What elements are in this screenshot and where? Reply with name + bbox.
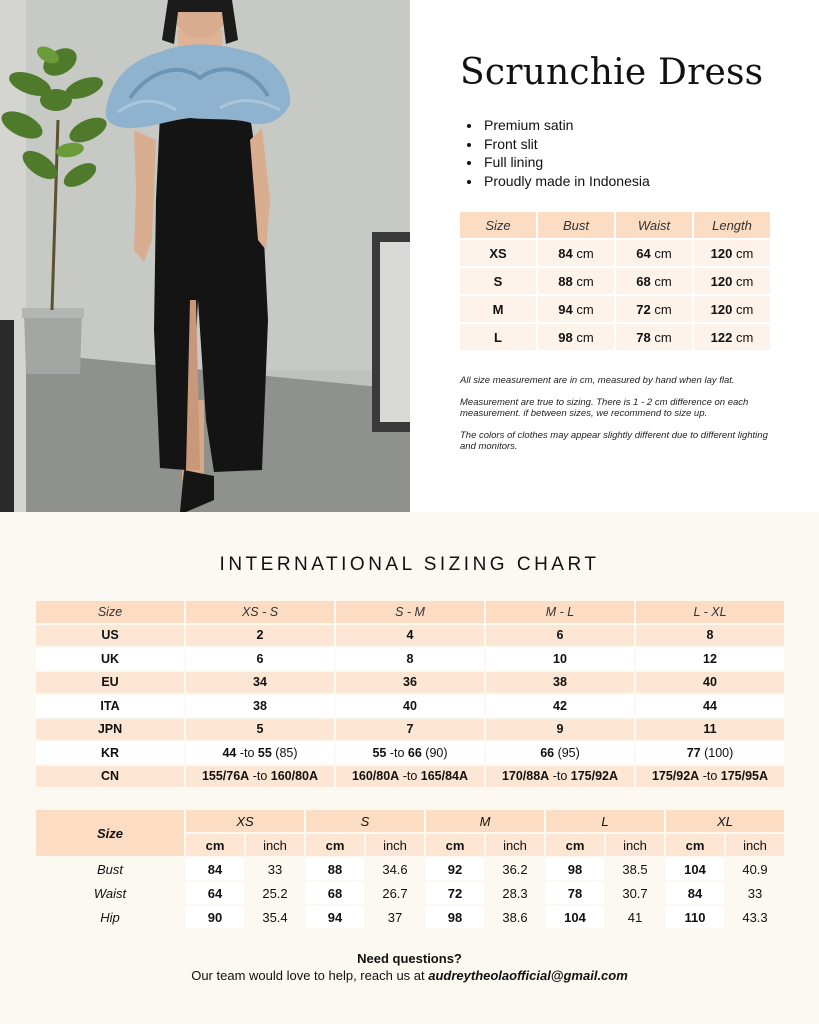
length-cell: 122 cm xyxy=(694,324,770,350)
inch-value: 26.7 xyxy=(382,885,408,901)
intl-cell: 160/80A -to 165/84A xyxy=(336,766,484,788)
size-label: M xyxy=(460,296,536,322)
cm-value: 90 xyxy=(186,906,244,928)
intl-cell: 36 xyxy=(336,672,484,694)
contact-text: Our team would love to help, reach us at xyxy=(191,968,429,983)
header-size: Size xyxy=(460,212,536,238)
product-title: Scrunchie Dress xyxy=(460,52,764,93)
intl-header-range: XS - S xyxy=(186,601,334,623)
intl-cell: 12 xyxy=(636,648,784,670)
table-row xyxy=(36,719,784,741)
table-row xyxy=(460,296,770,322)
international-title: INTERNATIONAL SIZING CHART xyxy=(219,554,600,575)
waist-cell: 68 cm xyxy=(616,268,692,294)
unit-inch-header: inch xyxy=(246,834,304,856)
inch-value: 35.4 xyxy=(262,909,288,925)
intl-header-row xyxy=(36,601,784,623)
cm-value: 92 xyxy=(426,858,484,880)
contact-email-link[interactable]: audreytheolaofficial@gmail.com xyxy=(428,968,628,983)
intl-cell: 8 xyxy=(636,625,784,647)
inch-value: 37 xyxy=(387,909,403,925)
intl-cell: 7 xyxy=(336,719,484,741)
intl-cell: 38 xyxy=(486,672,634,694)
meas-size-header: L xyxy=(546,810,664,832)
international-section xyxy=(0,512,819,1024)
meas-size-header: M xyxy=(426,810,544,832)
cm-value: 64 xyxy=(186,882,244,904)
note-text: The colors of clothes may appear slightly different due to different lighting and monitors. xyxy=(460,430,768,452)
note-text: Measurement are true to sizing. There is 1 - 2 cm difference on each measurement. if between sizes, we recommend to size up. xyxy=(460,397,749,419)
intl-cell: 2 xyxy=(186,625,334,647)
intl-cell: 175/92A -to 175/95A xyxy=(636,766,784,788)
feature-item: • Full lining xyxy=(482,153,650,172)
table-row xyxy=(460,240,770,266)
inch-value: 28.3 xyxy=(502,885,528,901)
intl-cell: 4 xyxy=(336,625,484,647)
meas-size-header: XS xyxy=(186,810,304,832)
meas-corner-label: Size xyxy=(36,810,184,856)
table-row xyxy=(36,695,784,717)
feature-list xyxy=(482,116,650,190)
intl-cell: 66 (95) xyxy=(486,742,634,764)
inch-value: 25.2 xyxy=(262,885,288,901)
contact-question: Need questions? xyxy=(357,951,462,966)
inch-value: 33 xyxy=(267,861,283,877)
intl-cell: 11 xyxy=(636,719,784,741)
table-row xyxy=(36,672,784,694)
header-bust: Bust xyxy=(538,212,614,238)
intl-cell: 42 xyxy=(486,695,634,717)
intl-cell: 5 xyxy=(186,719,334,741)
cm-value: 68 xyxy=(306,882,364,904)
intl-cell: 38 xyxy=(186,695,334,717)
meas-row-label: Bust xyxy=(96,861,123,877)
bust-cell: 94 cm xyxy=(538,296,614,322)
intl-row-label: CN xyxy=(36,766,184,788)
cm-value: 78 xyxy=(546,882,604,904)
cm-value: 104 xyxy=(546,906,604,928)
intl-row-label: ITA xyxy=(36,695,184,717)
header-length: Length xyxy=(694,212,770,238)
dress-model-image xyxy=(0,0,410,512)
intl-cell: 6 xyxy=(186,648,334,670)
inch-value: 40.9 xyxy=(742,861,768,877)
intl-row-label: UK xyxy=(36,648,184,670)
inch-value: 41 xyxy=(627,909,643,925)
meas-size-header: XL xyxy=(666,810,784,832)
cm-value: 94 xyxy=(306,906,364,928)
bust-cell: 88 cm xyxy=(538,268,614,294)
intl-cell: 9 xyxy=(486,719,634,741)
meas-size-header: S xyxy=(306,810,424,832)
intl-header-range: M - L xyxy=(486,601,634,623)
intl-row-label: EU xyxy=(36,672,184,694)
cm-value: 84 xyxy=(186,858,244,880)
size-label: L xyxy=(460,324,536,350)
intl-cell: 44 xyxy=(636,695,784,717)
cm-value: 88 xyxy=(306,858,364,880)
unit-inch-header: inch xyxy=(606,834,664,856)
measurement-notes xyxy=(460,375,780,463)
cm-value: 84 xyxy=(666,882,724,904)
length-cell: 120 cm xyxy=(694,296,770,322)
meas-row-label: Waist xyxy=(93,885,127,901)
table-row xyxy=(36,766,784,788)
table-row xyxy=(36,906,784,928)
unit-cm-header: cm xyxy=(306,834,364,856)
intl-header-size: Size xyxy=(36,601,184,623)
feature-item: • Front slit xyxy=(482,135,650,154)
unit-cm-header: cm xyxy=(426,834,484,856)
contact-line xyxy=(0,967,819,984)
header-waist: Waist xyxy=(616,212,692,238)
table-row xyxy=(460,324,770,350)
length-cell: 120 cm xyxy=(694,268,770,294)
intl-cell: 40 xyxy=(336,695,484,717)
intl-row-label: US xyxy=(36,625,184,647)
intl-cell: 155/76A -to 160/80A xyxy=(186,766,334,788)
inch-value: 33 xyxy=(747,885,763,901)
inch-value: 30.7 xyxy=(622,885,648,901)
table-row xyxy=(36,648,784,670)
measurement-table xyxy=(34,808,786,930)
feature-item: • Premium satin xyxy=(482,116,650,135)
inch-value: 36.2 xyxy=(502,861,528,877)
intl-cell: 8 xyxy=(336,648,484,670)
inch-value: 38.6 xyxy=(502,909,528,925)
product-photo xyxy=(0,0,410,512)
intl-cell: 6 xyxy=(486,625,634,647)
table-row xyxy=(36,625,784,647)
table-row xyxy=(36,742,784,764)
intl-header-range: S - M xyxy=(336,601,484,623)
waist-cell: 78 cm xyxy=(616,324,692,350)
intl-cell: 170/88A -to 175/92A xyxy=(486,766,634,788)
intl-row-label: KR xyxy=(36,742,184,764)
length-cell: 120 cm xyxy=(694,240,770,266)
cm-value: 104 xyxy=(666,858,724,880)
cm-value: 110 xyxy=(666,906,724,928)
size-chart-header xyxy=(460,212,770,238)
intl-header-range: L - XL xyxy=(636,601,784,623)
unit-inch-header: inch xyxy=(366,834,424,856)
unit-cm-header: cm xyxy=(666,834,724,856)
note-text: All size measurement are in cm, measured by hand when lay flat. xyxy=(460,375,735,386)
table-row xyxy=(36,882,784,904)
intl-cell: 77 (100) xyxy=(636,742,784,764)
international-table xyxy=(34,599,786,789)
size-label: S xyxy=(460,268,536,294)
intl-cell: 55 -to 66 (90) xyxy=(336,742,484,764)
bust-cell: 84 cm xyxy=(538,240,614,266)
intl-cell: 40 xyxy=(636,672,784,694)
inch-value: 38.5 xyxy=(622,861,648,877)
intl-cell: 10 xyxy=(486,648,634,670)
cm-value: 98 xyxy=(426,906,484,928)
table-row xyxy=(36,858,784,880)
cm-value: 72 xyxy=(426,882,484,904)
unit-inch-header: inch xyxy=(486,834,544,856)
meas-row-label: Hip xyxy=(100,909,120,925)
waist-cell: 64 cm xyxy=(616,240,692,266)
waist-cell: 72 cm xyxy=(616,296,692,322)
feature-item: • Proudly made in Indonesia xyxy=(482,172,650,191)
size-label: XS xyxy=(460,240,536,266)
cm-value: 98 xyxy=(546,858,604,880)
bust-cell: 98 cm xyxy=(538,324,614,350)
unit-cm-header: cm xyxy=(546,834,604,856)
contact-block xyxy=(0,950,819,984)
intl-cell: 44 -to 55 (85) xyxy=(186,742,334,764)
inch-value: 34.6 xyxy=(382,861,408,877)
inch-value: 43.3 xyxy=(742,909,768,925)
unit-inch-header: inch xyxy=(726,834,784,856)
size-chart-table xyxy=(458,210,772,352)
intl-row-label: JPN xyxy=(36,719,184,741)
intl-cell: 34 xyxy=(186,672,334,694)
unit-cm-header: cm xyxy=(186,834,244,856)
table-row xyxy=(460,268,770,294)
meas-size-header-row xyxy=(36,810,784,832)
